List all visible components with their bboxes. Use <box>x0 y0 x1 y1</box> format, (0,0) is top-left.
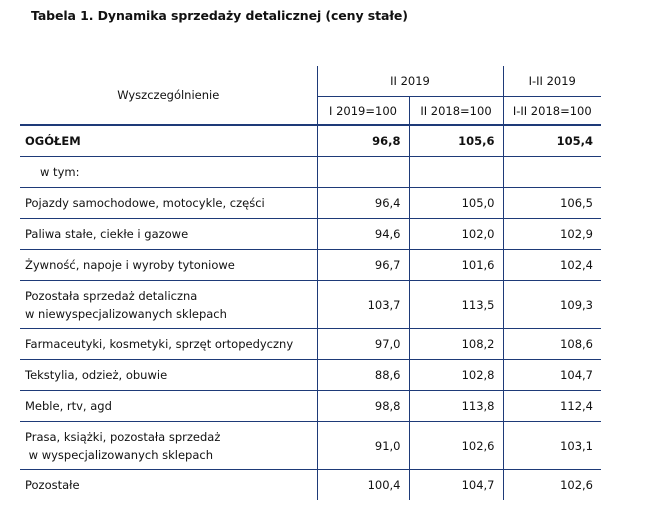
table-row <box>20 329 601 360</box>
column-group-ii-2019: II 2019 <box>317 66 503 97</box>
cell-value: 102,8 <box>409 360 503 391</box>
row-label: Paliwa stałe, ciekłe i gazowe <box>25 227 189 241</box>
row-label-line: w niewyspecjalizowanych sklepach <box>25 306 227 321</box>
cell-value: 96,7 <box>317 250 409 281</box>
cell-value: 100,4 <box>317 470 409 501</box>
row-label: Farmaceutyki, kosmetyki, sprzęt ortopedyczny <box>25 337 294 351</box>
cell-value: 105,4 <box>503 125 601 157</box>
row-label-line: Prasa, książki, pozostała sprzedaż <box>25 429 221 444</box>
row-label-line: w wyspecjalizowanych sklepach <box>25 447 214 462</box>
column-header-ii-2018: II 2018=100 <box>409 97 503 126</box>
cell-value: 106,5 <box>503 188 601 219</box>
cell-value: 101,6 <box>409 250 503 281</box>
cell-value: 113,5 <box>409 281 503 329</box>
table-row <box>20 188 601 219</box>
row-label: OGÓŁEM <box>25 134 81 148</box>
cell-value: 113,8 <box>409 391 503 422</box>
cell-value: 104,7 <box>503 360 601 391</box>
row-label-line: Pozostała sprzedaż detaliczna <box>25 288 198 303</box>
cell-value: 102,6 <box>503 470 601 501</box>
row-label: Żywność, napoje i wyroby tytoniowe <box>25 258 235 272</box>
table-row <box>20 281 601 329</box>
cell-value: 96,8 <box>317 125 409 157</box>
row-label: Pojazdy samochodowe, motocykle, części <box>25 196 265 210</box>
column-header-i-2019: I 2019=100 <box>317 97 409 126</box>
cell-value: 97,0 <box>317 329 409 360</box>
cell-value: 96,4 <box>317 188 409 219</box>
row-label: Meble, rtv, agd <box>25 399 112 413</box>
table-row <box>20 360 601 391</box>
cell-value: 108,6 <box>503 329 601 360</box>
cell-value: 109,3 <box>503 281 601 329</box>
row-label: w tym: <box>40 165 80 179</box>
cell-value: 105,6 <box>409 125 503 157</box>
cell-value: 102,0 <box>409 219 503 250</box>
table-title: Tabela 1. Dynamika sprzedaży detalicznej (ceny stałe) <box>31 8 408 23</box>
row-label <box>20 281 317 329</box>
row-label: Tekstylia, odzież, obuwie <box>25 368 168 382</box>
cell-value: 112,4 <box>503 391 601 422</box>
cell-value: 102,6 <box>409 422 503 470</box>
cell-value: 103,7 <box>317 281 409 329</box>
cell-value: 104,7 <box>409 470 503 501</box>
cell-value: 98,8 <box>317 391 409 422</box>
column-header-label: Wyszczególnienie <box>20 66 317 125</box>
sales-dynamics-table <box>20 66 601 500</box>
cell-value: 94,6 <box>317 219 409 250</box>
cell-value: 103,1 <box>503 422 601 470</box>
table-row <box>20 219 601 250</box>
table-row <box>20 250 601 281</box>
column-group-i-ii-2019: I-II 2019 <box>503 66 601 97</box>
cell-value: 102,9 <box>503 219 601 250</box>
cell-value: 105,0 <box>409 188 503 219</box>
row-label <box>20 422 317 470</box>
cell-value: 102,4 <box>503 250 601 281</box>
column-header-i-ii-2018: I-II 2018=100 <box>503 97 601 126</box>
cell-value: 91,0 <box>317 422 409 470</box>
row-label: Pozostałe <box>25 478 80 492</box>
table-row-total <box>20 125 601 157</box>
table-row-subheading <box>20 157 601 188</box>
table-row <box>20 391 601 422</box>
cell-value: 108,2 <box>409 329 503 360</box>
table-row <box>20 422 601 470</box>
table-row <box>20 470 601 501</box>
cell-value: 88,6 <box>317 360 409 391</box>
